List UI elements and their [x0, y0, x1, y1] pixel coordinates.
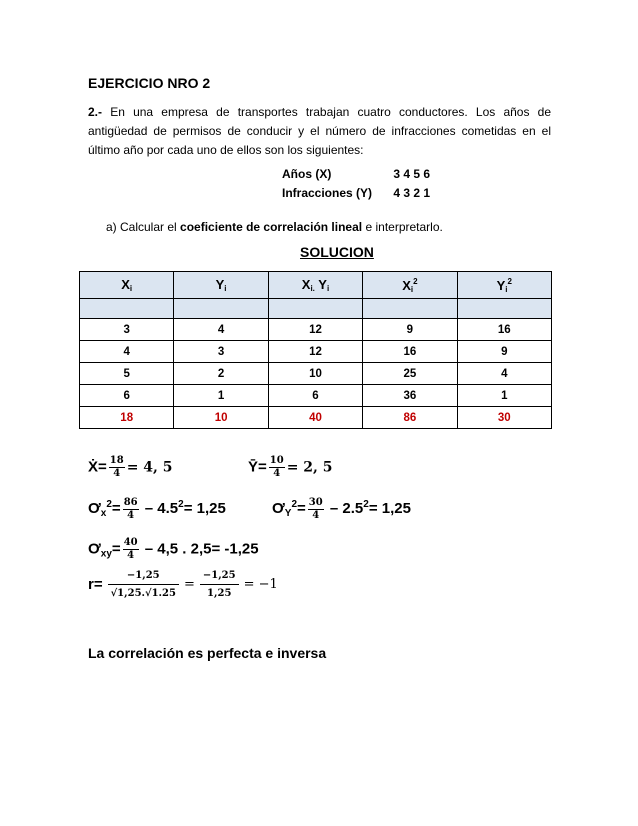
- table-row: [80, 385, 552, 407]
- header-xi: $X_i$: [80, 272, 174, 299]
- table-cell: 2: [174, 363, 268, 385]
- question-bold: coeficiente de correlación lineal: [180, 220, 363, 234]
- header-yi: $Y_i$: [174, 272, 268, 299]
- table-cell: 3: [174, 341, 268, 363]
- data-row-values: 3 4 5 6: [393, 167, 431, 181]
- mean-y-formula: Ȳ= $\frac{10}{4}$ = 2, 5: [248, 455, 333, 479]
- variance-y-formula: $Ơ_Y^2=$ $\frac{30}{4}$ – $2.5^2= 1,25$: [272, 496, 411, 521]
- table-cell: 16: [363, 341, 457, 363]
- r-fraction-1: $\frac{-1,25}{√1,25.√1.25}$: [108, 569, 179, 600]
- table-cell: 1: [457, 385, 551, 407]
- exercise-title: EJERCICIO NRO 2: [88, 75, 211, 91]
- table-cell: 25: [363, 363, 457, 385]
- problem-number: 2.-: [88, 105, 103, 119]
- data-row-years: [282, 167, 430, 181]
- table-cell: 12: [268, 341, 362, 363]
- problem-text: En una empresa de transportes trabajan cuatro conductores. Los años de antigüedad de permisos de conducir y el número de infracciones cometidas en el último año por cada uno de ellos son los siguientes:: [88, 105, 551, 157]
- table-cell: 9: [363, 319, 457, 341]
- header-yi2: $Y_i^2$: [457, 272, 551, 299]
- table-cell: 1: [174, 385, 268, 407]
- table-header-row: [80, 272, 552, 299]
- table-cell: 4: [457, 363, 551, 385]
- table-cell: 5: [80, 363, 174, 385]
- table-row: [80, 319, 552, 341]
- r-result: = −1: [243, 577, 278, 592]
- table-cell: 6: [80, 385, 174, 407]
- total-cell: 86: [363, 407, 457, 429]
- r-fraction-2: $\frac{-1,25}{1,25}$: [200, 569, 239, 600]
- r-label: r=: [88, 576, 103, 593]
- table-row: [80, 341, 552, 363]
- table-totals-row: [80, 407, 552, 429]
- problem-statement: [88, 103, 551, 160]
- table-cell: 4: [174, 319, 268, 341]
- table-cell: 10: [268, 363, 362, 385]
- total-cell: 10: [174, 407, 268, 429]
- question-suffix: e interpretarlo.: [365, 220, 443, 234]
- header-xiyi: $X_{i.}$ $Y_i$: [268, 272, 362, 299]
- data-row-label: Infracciones (Y): [282, 186, 373, 200]
- total-cell: 30: [457, 407, 551, 429]
- covariance-formula: $Ơ_{xy}=$ $\frac{40}{4}$ – 4,5 . 2,5= -1,25: [88, 537, 259, 561]
- data-row-values: 4 3 2 1: [393, 186, 431, 200]
- table-cell: 3: [80, 319, 174, 341]
- total-cell: 40: [268, 407, 362, 429]
- correlation-formula: r= $\frac{-1,25}{√1,25.√1.25}$ = $\frac{-1,25}{1,25}$ = −1: [88, 570, 278, 599]
- computation-table: [79, 271, 552, 429]
- table-cell: 12: [268, 319, 362, 341]
- data-row-infractions: [282, 186, 430, 200]
- question-prefix: a) Calcular el: [106, 220, 177, 234]
- table-cell: 9: [457, 341, 551, 363]
- header-xi2: $X_i^2$: [363, 272, 457, 299]
- total-cell: 18: [80, 407, 174, 429]
- table-header-spacer: [80, 299, 552, 319]
- mean-x-formula: Ẋ= $\frac{18}{4}$ = 4, 5: [88, 455, 173, 479]
- solution-heading: SOLUCION: [300, 244, 374, 260]
- table-cell: 16: [457, 319, 551, 341]
- table-cell: 36: [363, 385, 457, 407]
- data-row-label: Años (X): [282, 167, 332, 181]
- conclusion: La correlación es perfecta e inversa: [88, 645, 327, 661]
- question-a: [106, 220, 443, 234]
- table-cell: 6: [268, 385, 362, 407]
- table-row: [80, 363, 552, 385]
- table-cell: 4: [80, 341, 174, 363]
- variance-x-formula: $Ơ_x^2=$ $\frac{86}{4}$ – $4.5^2= 1,25$: [88, 496, 226, 521]
